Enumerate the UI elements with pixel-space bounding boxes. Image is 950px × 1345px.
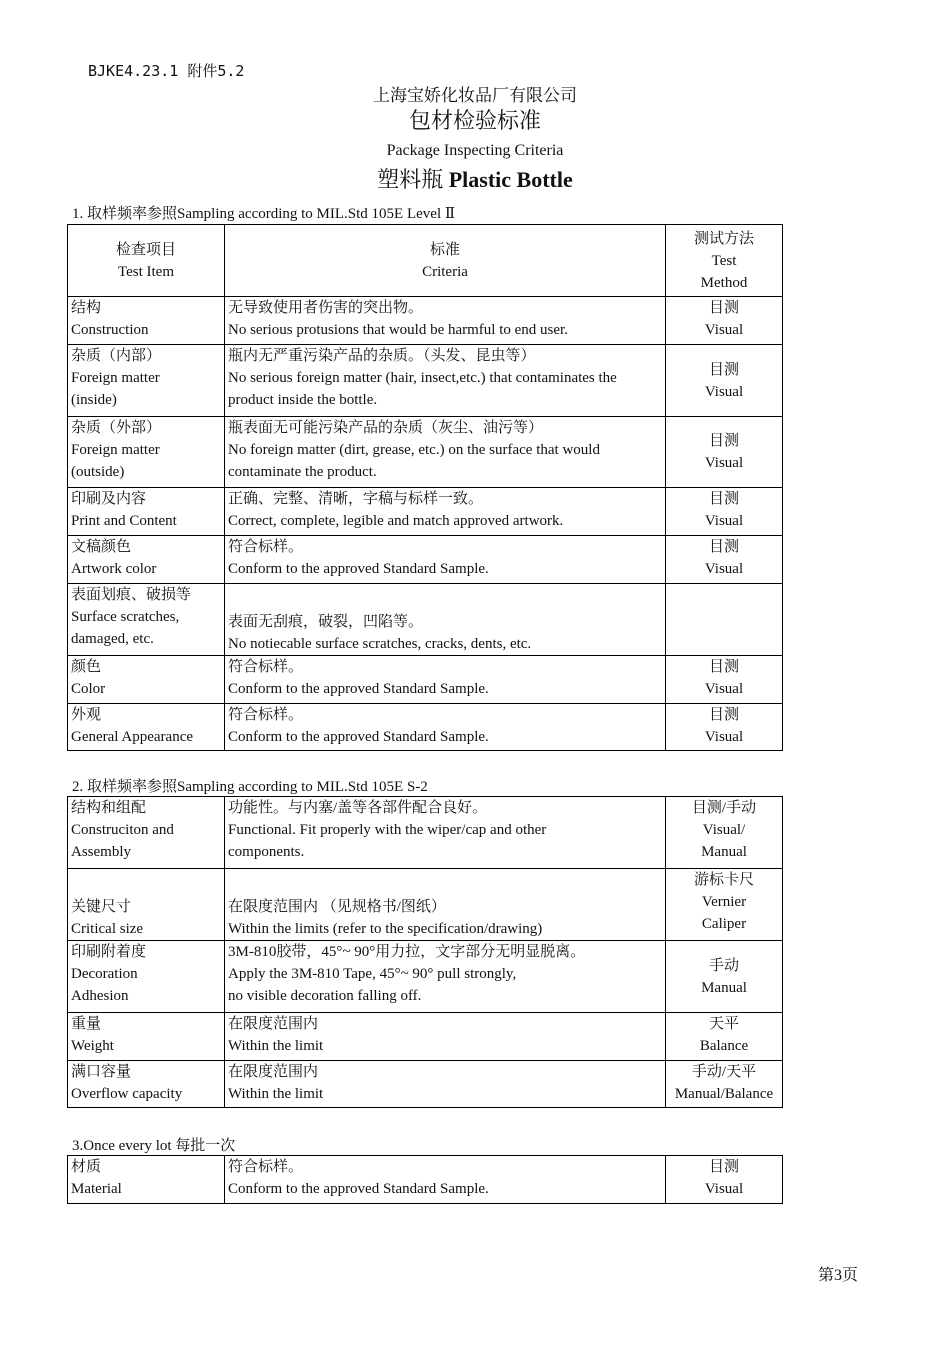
criteria-line: 无导致使用者伤害的突出物。 (228, 300, 424, 316)
table-row (68, 488, 783, 536)
criteria-line: 在限度范围内 （见规格书/图纸） (228, 899, 446, 915)
criteria-line: Functional. Fit properly with the wiper/cap and other (228, 822, 547, 838)
header-test-method (666, 225, 783, 297)
item-line: Print and Content (71, 513, 177, 529)
item-line: 材质 (71, 1159, 102, 1175)
method-cell (666, 584, 783, 656)
header-item-cn: 检查项目 (115, 241, 176, 258)
item-cell (68, 584, 225, 656)
table-header-row (68, 225, 783, 297)
criteria-line: 3M-810胶带，45°~ 90°用力拉，文字部分无明显脱离。 (228, 944, 586, 960)
product-title-en: Plastic Bottle (448, 167, 573, 192)
company-name: 上海宝娇化妆品厂有限公司 (373, 86, 577, 105)
criteria-line: No serious foreign matter (hair, insect,etc.) that contaminates the (228, 370, 617, 386)
item-line: Decoration (71, 966, 138, 982)
criteria-cell (225, 488, 666, 536)
method-line: 目测 (708, 1159, 739, 1175)
section-3-table (67, 1155, 783, 1204)
item-cell (68, 1156, 225, 1204)
method-cell (666, 345, 783, 417)
criteria-line: Within the limits (refer to the specification/drawing) (228, 921, 543, 937)
page-title: 包材检验标准 (408, 108, 541, 133)
method-line: 目测 (708, 300, 739, 316)
section-1-table (67, 224, 783, 751)
table-row (68, 704, 783, 751)
criteria-cell (225, 1013, 666, 1061)
item-cell (68, 941, 225, 1013)
method-line: 目测 (708, 361, 739, 378)
criteria-line: 在限度范围内 (228, 1064, 319, 1080)
item-cell (68, 656, 225, 704)
item-line: Critical size (71, 921, 144, 937)
item-line: Surface scratches, (71, 609, 180, 625)
method-line: 手动/天平 (691, 1064, 757, 1080)
criteria-line: 功能性。与内塞/盖等各部件配合良好。 (228, 800, 488, 816)
table-row (68, 797, 783, 869)
method-line: 手动 (708, 957, 739, 974)
criteria-cell (225, 656, 666, 704)
table-row (68, 869, 783, 941)
header-criteria-en: Criteria (422, 263, 468, 280)
item-line: Color (71, 681, 106, 697)
item-cell (68, 1061, 225, 1108)
item-line: General Appearance (71, 729, 194, 745)
item-line: 印刷及内容 (71, 491, 147, 507)
page-subtitle: Package Inspecting Criteria (386, 142, 564, 159)
item-line: 杂质（内部） (71, 348, 162, 364)
item-line: (outside) (71, 464, 125, 480)
criteria-line: 在限度范围内 (228, 1016, 319, 1032)
criteria-cell (225, 584, 666, 656)
page-number: 第3页 (818, 1267, 859, 1284)
section-3-heading: 3.Once every lot 每批一次 (72, 1138, 236, 1154)
criteria-cell (225, 297, 666, 345)
method-line: Visual (704, 561, 744, 577)
header-method-cn: 测试方法 (693, 230, 754, 247)
item-line: 结构 (71, 300, 102, 316)
criteria-line: Conform to the approved Standard Sample. (228, 561, 489, 577)
method-line: Caliper (701, 916, 747, 932)
method-cell (666, 1156, 783, 1204)
method-cell (666, 656, 783, 704)
criteria-line: 表面无刮痕，破裂，凹陷等。 (228, 614, 424, 630)
criteria-line: Correct, complete, legible and match approved artwork. (228, 513, 564, 529)
item-cell (68, 297, 225, 345)
method-cell (666, 297, 783, 345)
criteria-line: 瓶表面无可能污染产品的杂质（灰尘、油污等） (228, 420, 544, 436)
method-line: 目测/手动 (691, 800, 757, 816)
item-line: 颜色 (71, 659, 102, 675)
method-line: Visual (704, 1181, 744, 1197)
method-line: Visual (704, 383, 744, 400)
criteria-line: Conform to the approved Standard Sample. (228, 1181, 489, 1197)
section-2-heading: 2. 取样频率参照Sampling according to MIL.Std 105E S-2 (72, 779, 428, 795)
item-line: (inside) (71, 392, 117, 408)
criteria-line: No serious protusions that would be harmful to end user. (228, 322, 568, 338)
document-id: BJKE4.23.1 附件5.2 (88, 62, 245, 80)
method-cell (666, 488, 783, 536)
table-row (68, 584, 783, 656)
method-line: Manual/Balance (674, 1086, 774, 1102)
item-line: 结构和组配 (71, 800, 147, 816)
item-line: Foreign matter (71, 442, 160, 458)
header-method-en-2: Method (700, 274, 748, 291)
method-cell (666, 941, 783, 1013)
item-line: 杂质（外部） (71, 420, 162, 436)
method-line: Visual (704, 729, 744, 745)
method-cell (666, 1061, 783, 1108)
method-line: Visual (704, 513, 744, 529)
item-line: 关键尺寸 (71, 899, 132, 915)
item-cell (68, 536, 225, 584)
criteria-line: 正确、完整、清晰，字稿与标样一致。 (228, 491, 484, 507)
criteria-line: Apply the 3M-810 Tape, 45°~ 90° pull strongly, (228, 966, 517, 982)
item-line: 文稿颜色 (71, 539, 132, 555)
criteria-line: No notiecable surface scratches, cracks, dents, etc. (228, 636, 532, 652)
item-line: Foreign matter (71, 370, 160, 386)
product-title (0, 163, 950, 194)
criteria-line: 符合标样。 (228, 707, 304, 723)
method-line: 游标卡尺 (693, 872, 754, 888)
table-row (68, 417, 783, 488)
item-line: Weight (71, 1038, 114, 1054)
method-cell (666, 797, 783, 869)
criteria-cell (225, 1061, 666, 1108)
criteria-line: Within the limit (228, 1038, 324, 1054)
method-line: 目测 (708, 659, 739, 675)
criteria-line: product inside the bottle. (228, 392, 378, 408)
item-line: 重量 (71, 1016, 102, 1032)
criteria-line: components. (228, 844, 305, 860)
criteria-cell (225, 941, 666, 1013)
section-1-heading: 1. 取样频率参照Sampling according to MIL.Std 105E Level Ⅱ (72, 206, 456, 222)
method-line: 目测 (708, 433, 739, 449)
item-line: 外观 (71, 707, 102, 723)
header-test-item (68, 225, 225, 297)
method-line: Vernier (701, 894, 747, 910)
method-cell (666, 417, 783, 488)
criteria-cell (225, 869, 666, 941)
method-cell (666, 704, 783, 751)
criteria-line: Conform to the approved Standard Sample. (228, 681, 489, 697)
criteria-line: 瓶内无严重污染产品的杂质。（头发、昆虫等） (228, 348, 536, 364)
criteria-line: No foreign matter (dirt, grease, etc.) on the surface that would (228, 442, 600, 458)
item-line: Artwork color (71, 561, 157, 577)
item-cell (68, 704, 225, 751)
method-line: Visual (704, 455, 744, 471)
criteria-cell (225, 704, 666, 751)
item-line: 满口容量 (71, 1064, 132, 1080)
item-cell (68, 417, 225, 488)
item-line: Assembly (71, 844, 131, 860)
criteria-cell (225, 536, 666, 584)
criteria-line: Within the limit (228, 1086, 324, 1102)
header-criteria-cn: 标准 (429, 241, 460, 258)
method-line: Visual/ (702, 822, 746, 838)
item-line: Overflow capacity (71, 1086, 183, 1102)
criteria-line: 符合标样。 (228, 539, 304, 555)
item-cell (68, 869, 225, 941)
table-row (68, 1156, 783, 1204)
criteria-line: contaminate the product. (228, 464, 377, 480)
table-row (68, 941, 783, 1013)
method-cell (666, 1013, 783, 1061)
criteria-cell (225, 1156, 666, 1204)
criteria-line: Conform to the approved Standard Sample. (228, 729, 489, 745)
criteria-cell (225, 417, 666, 488)
table-row (68, 536, 783, 584)
item-line: Construction (71, 322, 149, 338)
method-line: 目测 (708, 491, 739, 507)
method-line: Balance (699, 1038, 749, 1054)
table-row (68, 656, 783, 704)
method-line: 目测 (708, 707, 739, 723)
item-line: Construciton and (71, 822, 174, 838)
method-line: Visual (704, 322, 744, 338)
table-row (68, 1061, 783, 1108)
section-2-table (67, 796, 783, 1108)
header-method-en-1: Test (711, 252, 737, 269)
item-line: Adhesion (71, 988, 129, 1004)
product-title-cn: 塑料瓶 (377, 167, 444, 192)
item-line: Material (71, 1181, 122, 1197)
item-line: 印刷附着度 (71, 944, 147, 960)
method-line: 天平 (708, 1016, 739, 1032)
criteria-line: 符合标样。 (228, 659, 304, 675)
criteria-cell (225, 797, 666, 869)
header-item-en: Test Item (117, 263, 174, 280)
item-cell (68, 1013, 225, 1061)
table-row (68, 297, 783, 345)
method-line: Manual (701, 844, 747, 860)
item-cell (68, 345, 225, 417)
method-cell (666, 869, 783, 941)
item-line: 表面划痕、破损等 (71, 587, 192, 603)
item-line: damaged, etc. (71, 631, 154, 647)
criteria-cell (225, 345, 666, 417)
criteria-line: no visible decoration falling off. (228, 988, 422, 1004)
method-line: Manual (701, 979, 747, 996)
table-row (68, 1013, 783, 1061)
method-line: 目测 (708, 539, 739, 555)
method-line: Visual (704, 681, 744, 697)
table-row (68, 345, 783, 417)
criteria-line: 符合标样。 (228, 1159, 304, 1175)
method-cell (666, 536, 783, 584)
header-criteria (225, 225, 666, 297)
item-cell (68, 488, 225, 536)
item-cell (68, 797, 225, 869)
